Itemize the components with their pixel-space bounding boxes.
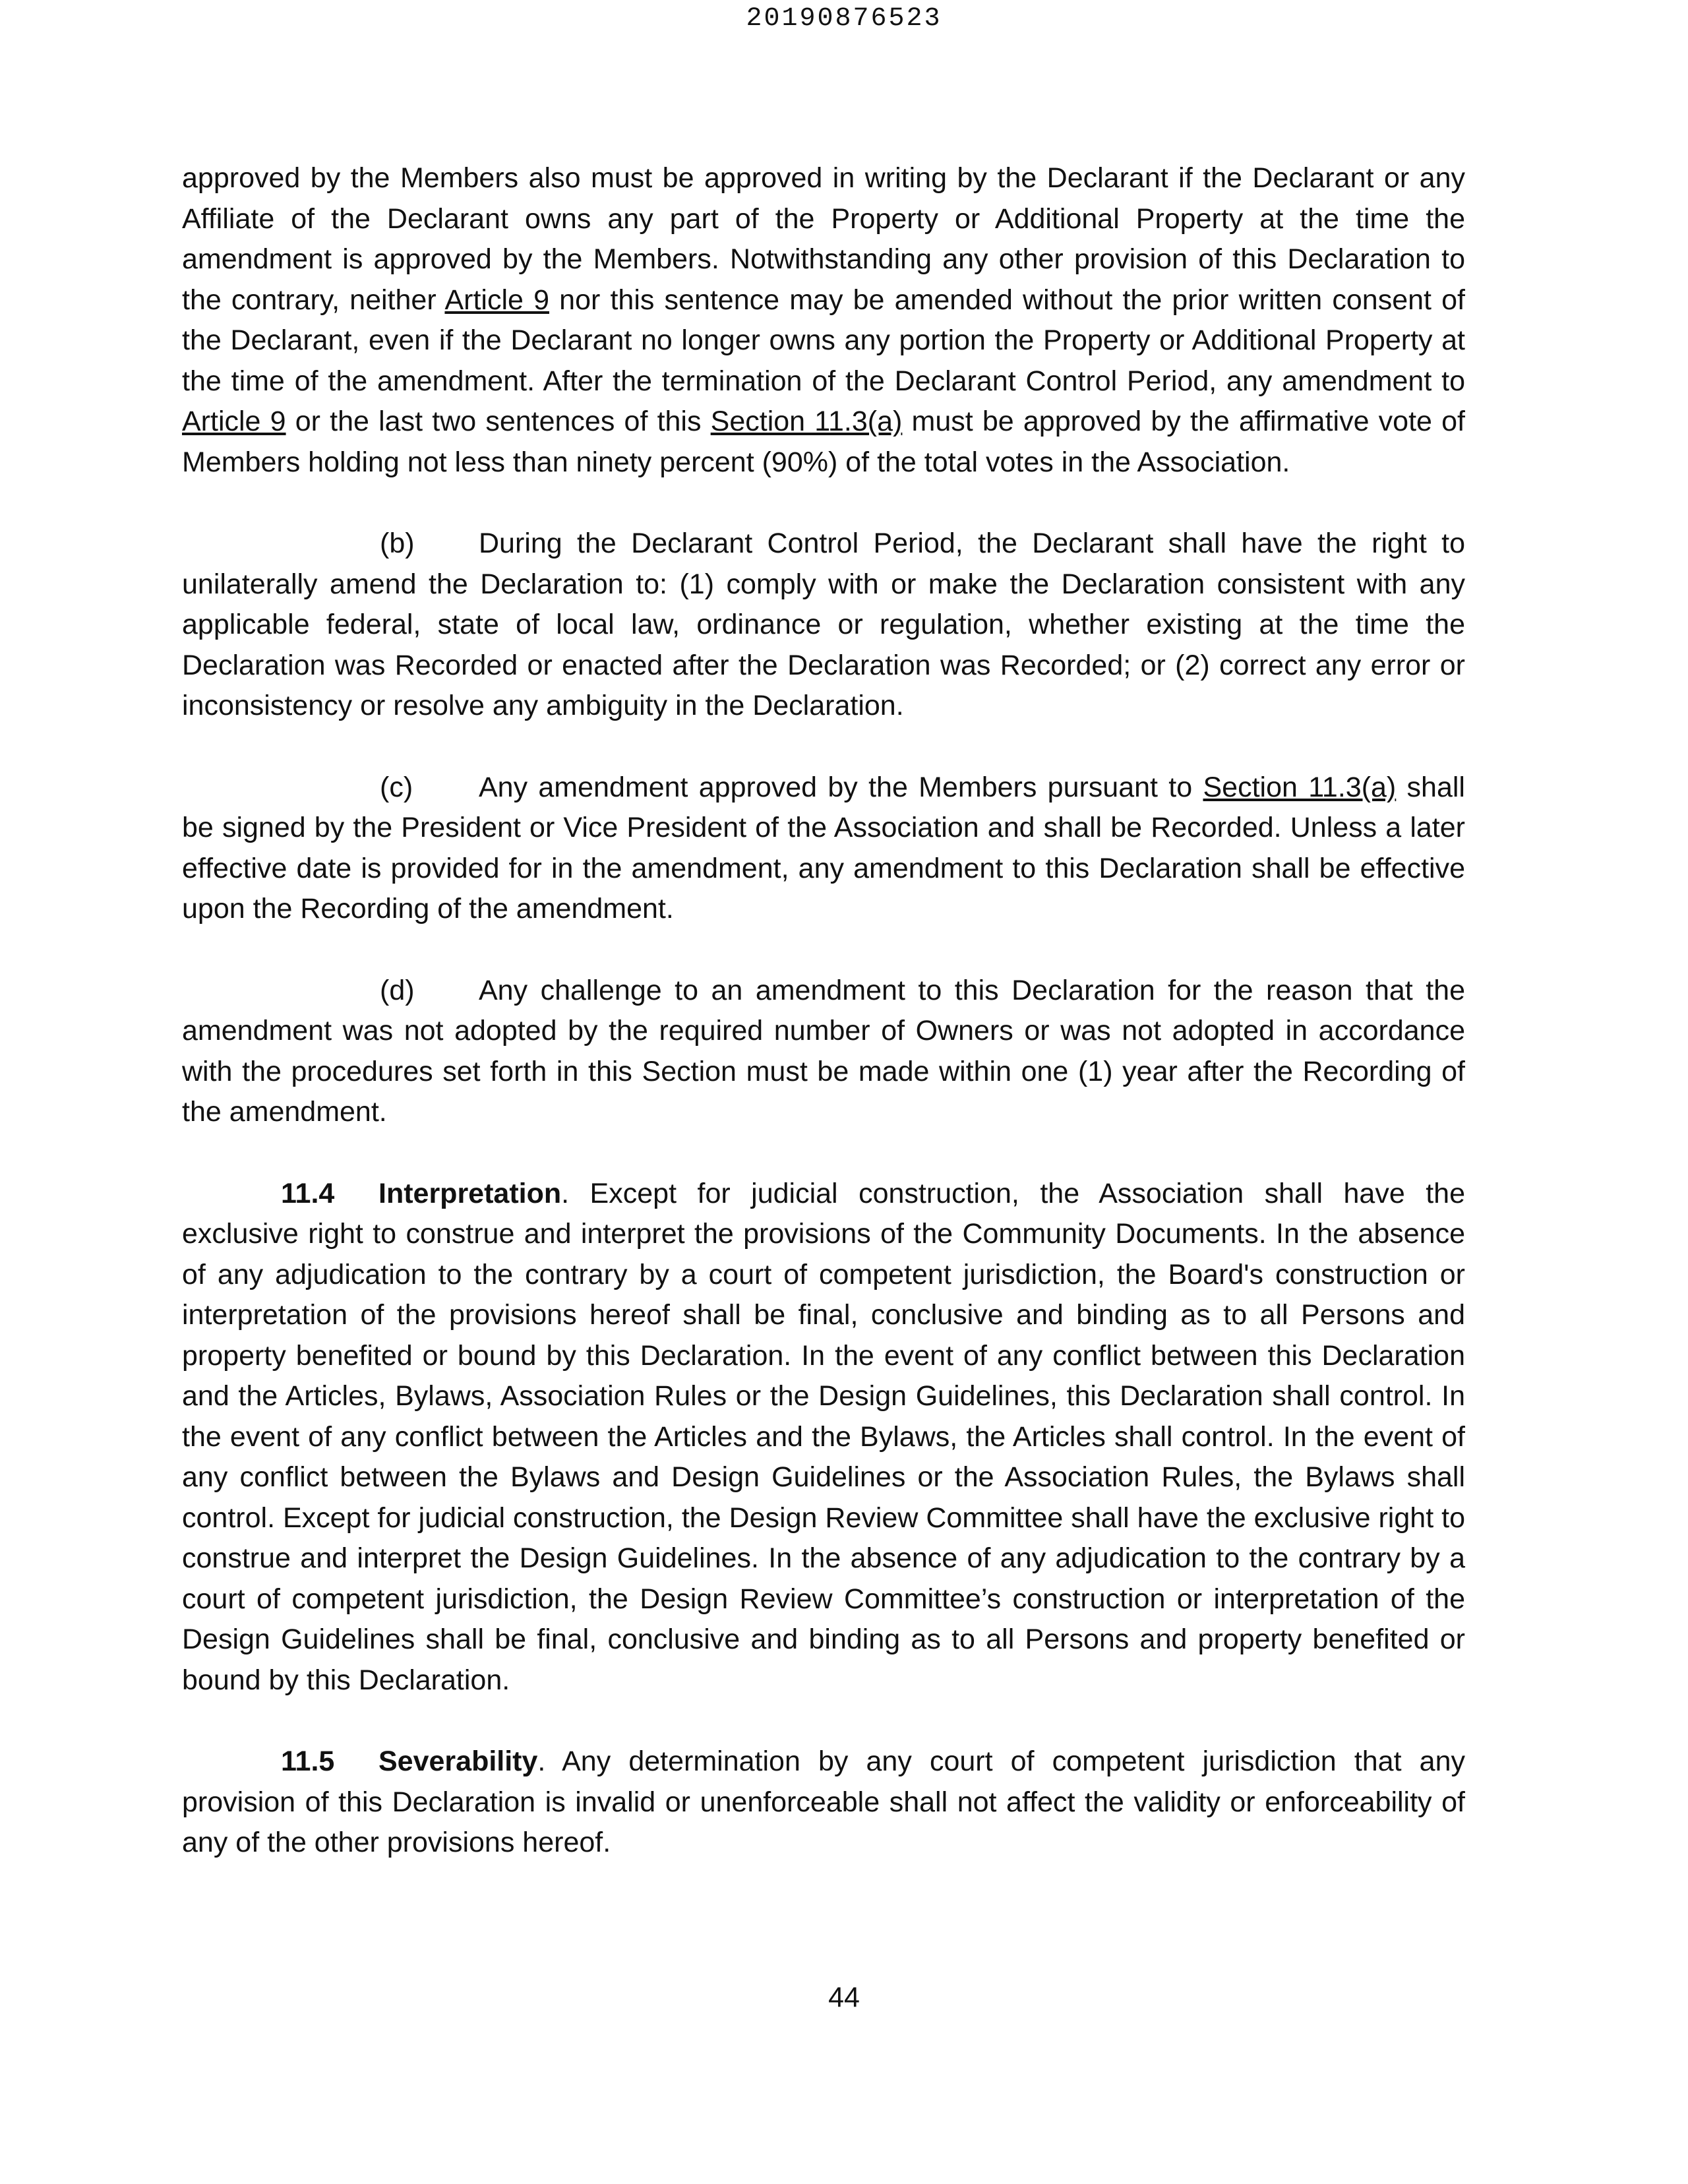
- cross-reference-section-11-3a: Section 11.3(a): [1203, 771, 1397, 803]
- section-11-4: [182, 1174, 1465, 1701]
- section-number: 11.4: [281, 1177, 335, 1209]
- section-number: 11.5: [281, 1745, 335, 1777]
- section-heading: Severability: [378, 1745, 538, 1777]
- page-number: 44: [828, 1982, 860, 2013]
- paragraph-text: approved by the Members also must be approved in writing by the Declarant if the Declarant or any Affiliate of the Declarant owns any part of the Property or Additional Property at the time the amendment is approved by the Members. Notwithstanding any other provision of this Declaration to the contrary, neither: [182, 162, 1465, 316]
- subsection-text: During the Declarant Control Period, the Declarant shall have the right to unilaterally amend the Declaration to: (1) comply with or make the Declaration consistent with any applicable federal, state of local law, ordinance or regulation, whether existing at the time the Declaration was Recorded or enacted after the Declaration was Recorded; or (2) correct any error or inconsistency or resolve any ambiguity in the Declaration.: [182, 528, 1465, 721]
- paragraph-text: or the last two sentences of this: [286, 406, 711, 437]
- section-text: . Any determination by any court of competent jurisdiction that any provision of this Declaration is invalid or unenforceable shall not affect the validity or enforceability of any of the other provisions hereof.: [182, 1745, 1465, 1858]
- paragraph-text: nor this sentence may be amended without the prior written consent of the Declarant, even if the Declarant no longer owns any portion the Property or Additional Property at the time of the amendment. After the termination of the Declarant Control Period, any amendment to: [182, 284, 1465, 397]
- cross-reference-article-9: Article 9: [444, 284, 549, 316]
- document-number: 20190876523: [746, 4, 942, 34]
- cross-reference-section-11-3a: Section 11.3(a): [710, 406, 903, 437]
- section-text: . Except for judicial construction, the Association shall have the exclusive right to construe and interpret the provisions of the Community Documents. In the absence of any adjudication to the contrary by a court of competent jurisdiction, the Board's construction or interpretation of the provisions hereof shall be final, conclusive and binding as to all Persons and property benefited or bound by this Declaration. In the event of any conflict between this Declaration and the Articles, Bylaws, Association Rules or the Design Guidelines, this Declaration shall control. In the event of any conflict between the Articles and the Bylaws, the Articles shall control. In the event of any conflict between the Bylaws and Design Guidelines or the Association Rules, the Bylaws shall control. Except for judicial construction, the Design Review Committee shall have the exclusive right to construe and interpret the Design Guidelines. In the absence of any adjudication to the contrary by a court of competent jurisdiction, the Design Review Committee’s construction or interpretation of the Design Guidelines shall be final, conclusive and binding as to all Persons and property benefited or bound by this Declaration.: [182, 1177, 1465, 1696]
- section-11-5: [182, 1742, 1465, 1864]
- paragraph-text: must be approved by the affirmative vote of Members holding not less than ninety percent (90%) of the total votes in the Association.: [182, 406, 1465, 478]
- subsection-label: (b): [380, 528, 415, 559]
- subsection-text: Any amendment approved by the Members pursuant to: [479, 771, 1203, 803]
- paragraph-continuation: [182, 158, 1465, 483]
- subsection-c: [182, 768, 1465, 930]
- document-body: [182, 158, 1465, 1904]
- cross-reference-article-9: Article 9: [182, 406, 286, 437]
- subsection-d: [182, 971, 1465, 1133]
- subsection-text: shall be signed by the President or Vice President of the Association and shall be Recorded. Unless a later effective date is provided for in the amendment, any amendment to this Declaration shall be effective upon the Recording of the amendment.: [182, 771, 1465, 925]
- subsection-label: (d): [380, 974, 415, 1006]
- subsection-b: [182, 524, 1465, 727]
- subsection-text: Any challenge to an amendment to this Declaration for the reason that the amendment was not adopted by the required number of Owners or was not adopted in accordance with the procedures set forth in this Section must be made within one (1) year after the Recording of the amendment.: [182, 974, 1465, 1128]
- section-heading: Interpretation: [378, 1177, 562, 1209]
- subsection-label: (c): [380, 771, 413, 803]
